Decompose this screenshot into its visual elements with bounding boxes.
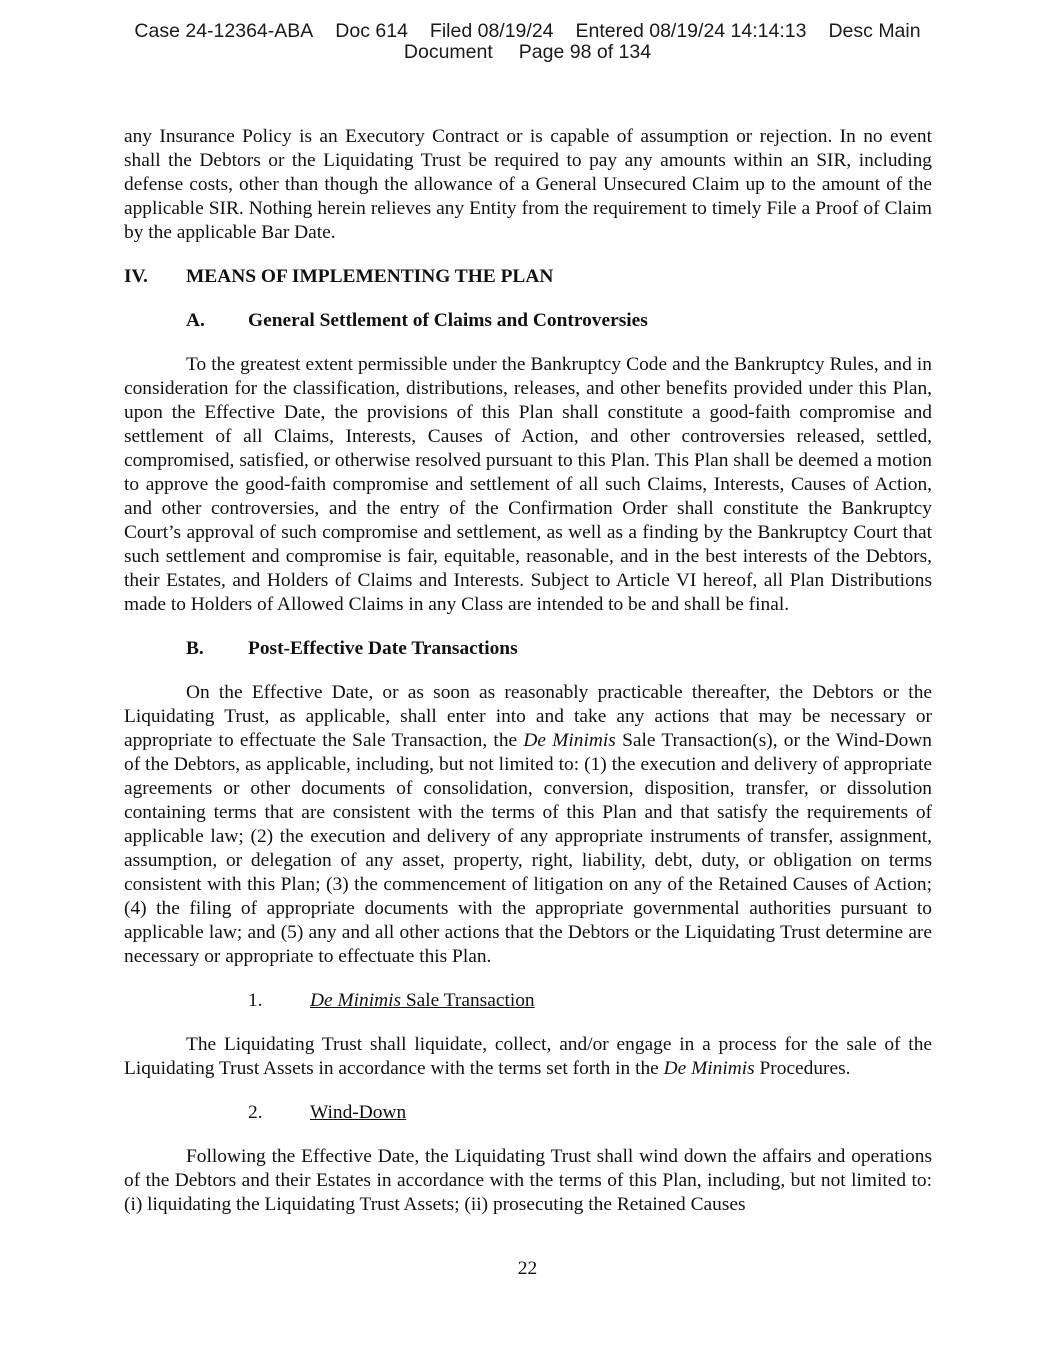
filing-stamp-line-1 — [0, 21, 1055, 42]
item-2-title: Wind-Down — [310, 1102, 407, 1123]
document-body — [124, 125, 932, 1217]
filing-stamp-line-2 — [0, 42, 1055, 63]
section-b-italic: De Minimis — [523, 730, 616, 751]
filed-date: Filed 08/19/24 — [429, 20, 554, 42]
section-iv-heading — [124, 265, 932, 289]
item-1-paragraph — [124, 1033, 932, 1081]
item-1-title-rest: Sale Transaction — [401, 990, 535, 1011]
item-1-number: 1. — [248, 990, 263, 1011]
case-number: Case 24-12364-ABA — [134, 20, 314, 42]
document-label: Document — [403, 41, 493, 63]
item-1-italic: De Minimis — [663, 1058, 755, 1079]
section-iv-title: MEANS OF IMPLEMENTING THE PLAN — [186, 266, 554, 287]
section-b-text-1: On the Effective Date, or as soon as reasonably practicable thereafter, the Debtors or the Liquidating Trust, as applicable, shall enter into and take any actions that may be necessary or appropriate to effectuate the Sale Transaction, the — [124, 682, 932, 751]
section-a-title: General Settlement of Claims and Controversies — [248, 310, 648, 331]
court-filing-header — [0, 21, 1055, 63]
page-counter: Page 98 of 134 — [518, 41, 652, 63]
page-number: 22 — [517, 1258, 538, 1279]
item-1-text-2: Procedures. — [754, 1058, 851, 1079]
section-a-heading — [124, 309, 932, 333]
entered-date: Entered 08/19/24 14:14:13 — [575, 20, 807, 42]
intro-paragraph: any Insurance Policy is an Executory Contract or is capable of assumption or rejection. In no event shall the Debtors or the Liquidating Trust be required to pay any amounts within an SIR, including defense costs, other than though the allowance of a General Unsecured Claim up to the amount of the applicable SIR. Nothing herein relieves any Entity from the requirement to timely File a Proof of Claim by the applicable Bar Date. — [124, 126, 932, 243]
section-b-number: B. — [186, 638, 204, 659]
section-b-paragraph — [124, 681, 932, 969]
item-1-heading — [124, 989, 932, 1013]
item-1-title-italic: De Minimis — [310, 990, 402, 1011]
section-b-title: Post-Effective Date Transactions — [248, 638, 518, 659]
item-2-heading — [124, 1101, 932, 1125]
section-b-heading — [124, 637, 932, 661]
item-1-text-1: The Liquidating Trust shall liquidate, collect, and/or engage in a process for the sale of the Liquidating Trust Assets in accordance with the terms set forth in the — [124, 1034, 932, 1079]
item-1-title — [310, 989, 535, 1013]
description: Desc Main — [828, 20, 921, 42]
item-2-number: 2. — [248, 1102, 263, 1123]
section-b-text-2: Sale Transaction(s), or the Wind-Down of the Debtors, as applicable, including, but not limited to: (1) the execution and delivery of appropriate agreements or other documents of consolidation, conversion, disposition, transfer, or dissolution containing terms that are consistent with the terms of this Plan and that satisfy the requirements of applicable law; (2) the execution and delivery of any appropriate instruments of transfer, assignment, assumption, or delegation of any asset, property, right, liability, debt, duty, or obligation on terms consistent with this Plan; (3) the commencement of litigation on any of the Retained Causes of Action; (4) the filing of appropriate documents with the appropriate governmental authorities pursuant to applicable law; and (5) any and all other actions that the Debtors or the Liquidating Trust determine are necessary or appropriate to effectuate this Plan. — [124, 730, 932, 967]
section-a-number: A. — [186, 310, 205, 331]
section-a-paragraph: To the greatest extent permissible under the Bankruptcy Code and the Bankruptcy Rules, and in consideration for the classification, distributions, releases, and other benefits provided under this Plan, upon the Effective Date, the provisions of this Plan shall constitute a good-faith compromise and settlement of all Claims, Interests, Causes of Action, and other controversies released, settled, compromised, satisfied, or otherwise resolved pursuant to this Plan. This Plan shall be deemed a motion to approve the good-faith compromise and settlement of all such Claims, Interests, Causes of Action, and other controversies, and the entry of the Confirmation Order shall constitute the Bankruptcy Court’s approval of such compromise and settlement, as well as a finding by the Bankruptcy Court that such settlement and compromise is fair, equitable, reasonable, and in the best interests of the Debtors, their Estates, and Holders of Claims and Interests. Subject to Article VI hereof, all Plan Distributions made to Holders of Allowed Claims in any Class are intended to be and shall be final. — [124, 354, 932, 615]
item-2-paragraph: Following the Effective Date, the Liquidating Trust shall wind down the affairs and operations of the Debtors and their Estates in accordance with the terms of this Plan, including, but not limited to: (i) liquidating the Liquidating Trust Assets; (ii) prosecuting the Retained Causes — [124, 1146, 932, 1215]
docket-number: Doc 614 — [335, 20, 408, 42]
section-iv-number: IV. — [124, 266, 148, 287]
